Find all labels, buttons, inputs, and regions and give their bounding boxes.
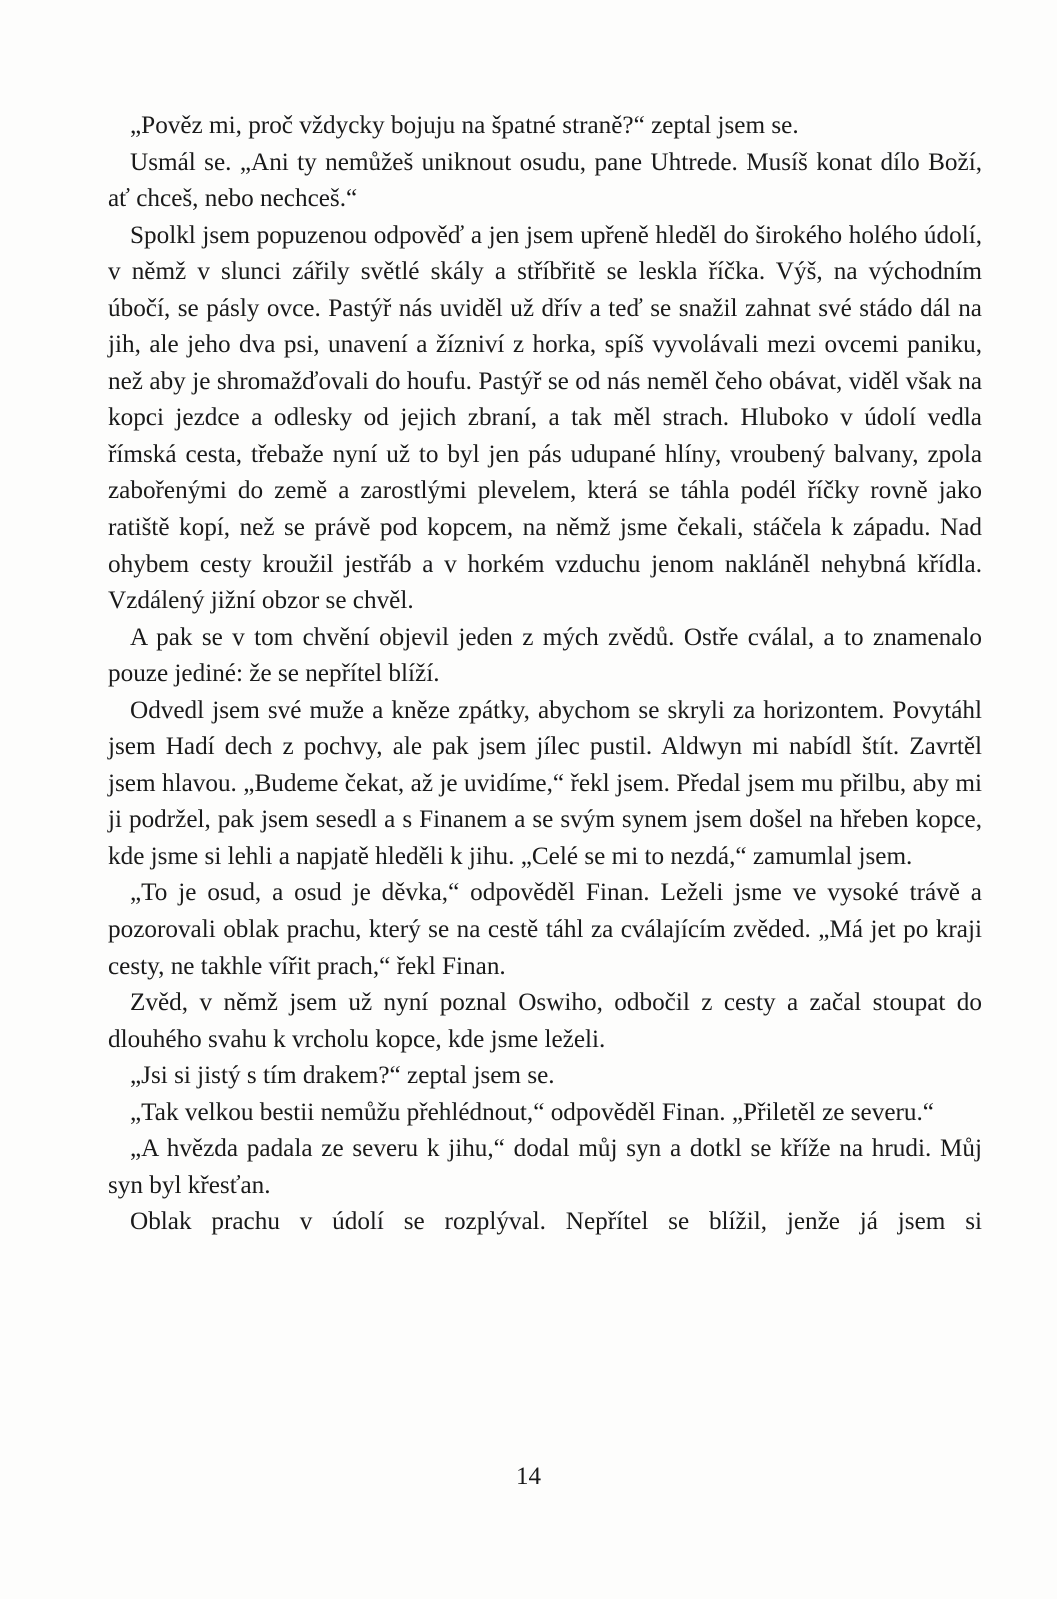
paragraph-2: Usmál se. „Ani ty nemůžeš uniknout osudu, pane Uhtrede. Musíš konat dílo Boží, ať chceš, nebo nechceš.“: [108, 148, 982, 213]
paragraph-10: „A hvězda padala ze severu k jihu,“ dodal můj syn a dotkl se kříže na hrudi. Můj syn byl křesťan.: [108, 1135, 982, 1199]
paragraph-7: Zvěd, v němž jsem už nyní poznal Oswiho, odbočil z cesty a začal stoupat do dlouhého svahu k vrcholu kopce, kde jsme leželi.: [108, 989, 982, 1053]
body-text: [108, 108, 982, 1241]
paragraph-9: „Tak velkou bestii nemůžu přehlédnout,“ odpověděl Finan. „Přiletěl ze severu.“: [130, 1098, 934, 1126]
paragraph-8: „Jsi si jistý s tím drakem?“ zeptal jsem se.: [130, 1062, 555, 1090]
paragraph-3: Spolkl jsem popuzenou odpověď a jen jsem upřeně hleděl do širokého holého údolí, v němž v slunci zářily světlé skály a stříbřitě se leskla říčka. Výš, na východním úbočí, se pásly ovce. Pastýř nás uviděl už dřív a teď se snažil zahnat své stádo dál na jih, ale jeho dva psi, unavení a žízniví z horka, spíš vyvolávali mezi ovcemi paniku, než aby je shromažďovali do houfu. Pastýř se od nás neměl čeho obávat, viděl však na kopci jezdce a odlesky od jejich zbraní, a tak měl strach. Hluboko v údolí vedla římská cesta, třebaže nyní už to byl jen pás udupané hlíny, vroubený balvany, zpola zabořenými do země a zarostlými plevelem, která se táhla podél říčky rovně jako ratiště kopí, než se právě pod kopcem, na němž jsme čekali, stáčela k západu. Nad ohybem cesty kroužil jestřáb a v horkém vzduchu jenom nakláněl nehybná křídla. Vzdálený jižní obzor se chvěl.: [108, 221, 982, 615]
paragraph-1: „Pověz mi, proč vždycky bojuju na špatné straně?“ zeptal jsem se.: [130, 112, 799, 139]
paragraph-6: „To je osud, a osud je děvka,“ odpověděl Finan. Leželi jsme ve vysoké trávě a pozorovali oblak prachu, který se na cestě táhl za cválajícím zvěded. „Má jet po kraji cesty, ne takhle vířit prach,“ řekl Finan.: [108, 879, 982, 980]
paragraph-5: Odvedl jsem své muže a kněze zpátky, abychom se skryli za horizontem. Povytáhl jsem Hadí dech z pochvy, ale pak jsem jílec pustil. Aldwyn mi nabídl štít. Zavrtěl jsem hlavou. „Budeme čekat, až je uvidíme,“ řekl jsem. Předal jsem mu přilbu, aby mi ji podržel, pak jsem sesedl a s Finanem a se svým synem jsem došel na hřeben kopce, kde jsme si lehli a napjatě hleděli k jihu. „Celé se mi to nezdá,“ zamumlal jsem.: [108, 696, 982, 870]
paragraph-11: Oblak prachu v údolí se rozplýval. Nepřítel se blížil, jenže já jsem si: [130, 1208, 982, 1236]
page-number: 14: [516, 1463, 541, 1490]
paragraph-4: A pak se v tom chvění objevil jeden z mých zvědů. Ostře cválal, a to znamenalo pouze jediné: že se nepřítel blíží.: [108, 623, 982, 688]
